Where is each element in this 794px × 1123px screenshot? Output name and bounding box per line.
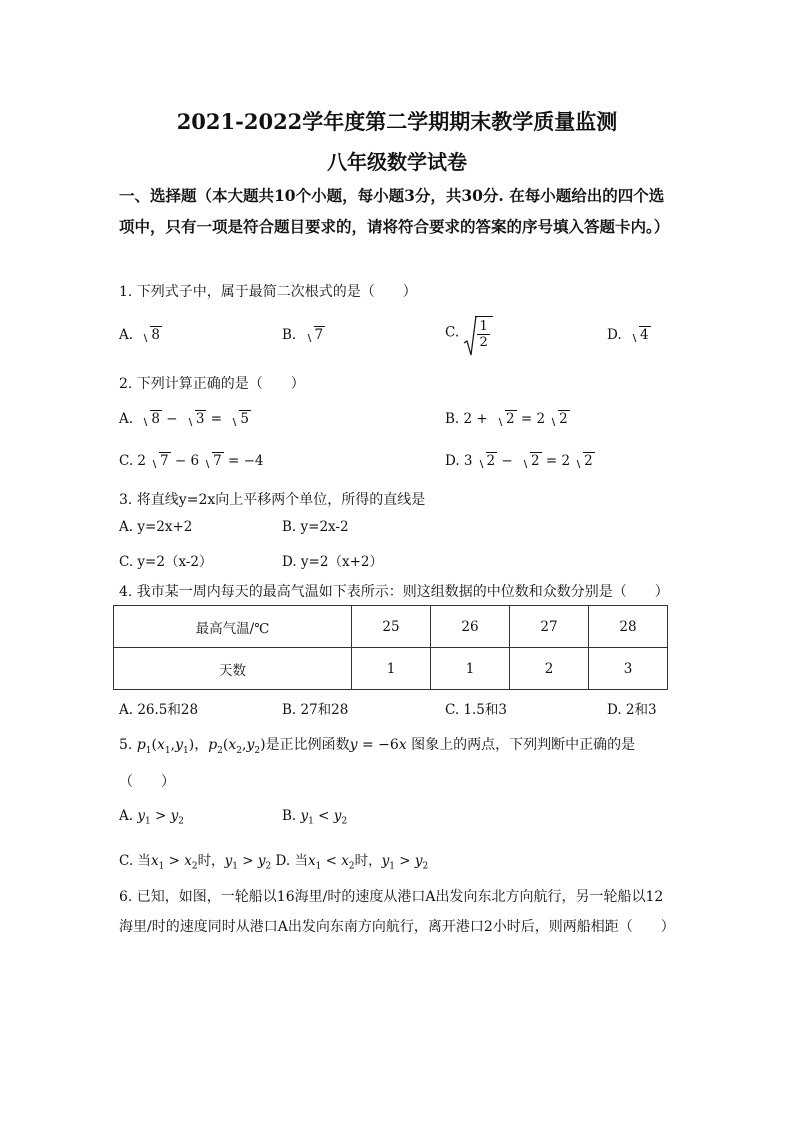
q5-paren: （ ） xyxy=(119,774,175,790)
q3-option-c: C. y=2（x-2） xyxy=(119,554,213,570)
q1-option-a xyxy=(119,326,162,344)
q5-option-c-d: C. 当$x_1 > x_2$时，$y_1 > y_2$ D. 当$x_1 < x_2$时，$y_1 > y_2$ xyxy=(119,853,429,872)
q1-option-c-denominator: 2 xyxy=(479,335,488,350)
sqrt-symbol xyxy=(303,326,326,344)
q4-option-d: D. 2和3 xyxy=(607,702,657,718)
question-5-stem: 5. $p_1(x_1,y_1)$，$p_2(x_2,y_2)$是正比例函数y = −6x 图象上的两点，下列判断中正确的是 xyxy=(119,737,636,756)
table-cell: 1 xyxy=(352,648,431,690)
q1-option-c-numerator: 1 xyxy=(479,319,488,334)
q2-option-b: B. 2 + 2 = 2 2 xyxy=(445,411,568,427)
sqrt-fraction xyxy=(463,315,492,350)
question-4-stem: 4. 我市某一周内每天的最高气温如下表所示：则这组数据的中位数和众数分别是（ ） xyxy=(119,584,669,600)
question-6-line-2: 海里/时的速度同时从港口A出发向东南方向航行，离开港口2小时后，则两船相距（ ） xyxy=(119,919,675,935)
table-cell: 28 xyxy=(589,606,668,648)
table-cell: 2 xyxy=(510,648,589,690)
q1-option-b xyxy=(282,326,325,344)
q5-when-text: 时， xyxy=(197,853,225,869)
q5-mid-text: 是正比例函数 xyxy=(265,737,350,753)
exam-title: 2021-2022学年度第二学期期末教学质量监测 xyxy=(176,109,618,134)
temperature-table xyxy=(113,605,668,690)
q5-option-b: B. $y_1 < y_2$ xyxy=(282,808,348,827)
q1-option-c-label: C. xyxy=(445,324,460,341)
q2-option-b-label: B. xyxy=(445,411,460,427)
exam-subtitle: 八年级数学试卷 xyxy=(327,150,467,174)
q1-option-d-value: 4 xyxy=(639,327,649,343)
q2-option-d: D. 3 2 − 2 = 2 2 xyxy=(445,453,593,469)
q5-when-text: 时， xyxy=(354,853,382,869)
sqrt-symbol xyxy=(628,326,651,344)
q1-option-b-value: 7 xyxy=(314,327,324,343)
q3-option-d: D. y=2（x+2） xyxy=(282,554,383,570)
question-3-stem: 3. 将直线y=2x向上平移两个单位，所得的直线是 xyxy=(119,492,426,508)
q4-option-b: B. 27和28 xyxy=(282,702,349,718)
q3-option-a: A. y=2x+2 xyxy=(119,519,193,535)
q2-option-c: C. 2 7 − 6 7 = −4 xyxy=(119,453,264,469)
table-cell: 27 xyxy=(510,606,589,648)
table-row xyxy=(114,606,668,648)
q1-option-c xyxy=(445,315,493,350)
q1-option-a-label: A. xyxy=(119,327,134,343)
q2-option-a: A. 8 − 3 = 5 xyxy=(119,411,249,427)
question-2-stem: 2. 下列计算正确的是（ ） xyxy=(119,376,305,392)
q2-option-d-label: D. xyxy=(445,453,460,469)
table-cell: 1 xyxy=(431,648,510,690)
table-cell: 25 xyxy=(352,606,431,648)
q1-option-d xyxy=(607,326,651,344)
q4-option-a: A. 26.5和28 xyxy=(119,702,199,718)
section-heading: 一、选择题（本大题共10个小题，每小题3分，共30分. 在每小题给出的四个选项中，只有一项是符合题目要求的，请将符合要求的答案的序号填入答题卡内。） xyxy=(119,186,670,236)
q5-option-b-label: B. xyxy=(282,808,297,824)
q3-option-b: B. y=2x-2 xyxy=(282,519,349,535)
q5-option-a-label: A. xyxy=(119,808,134,824)
question-6-line-1: 6. 已知，如图，一轮船以16海里/时的速度从港口A出发向东北方向航行，另一轮船以12 xyxy=(119,889,664,905)
q5-tail-text: 图象上的两点，下列判断中正确的是 xyxy=(411,737,636,753)
q2-option-c-label: C. xyxy=(119,453,134,469)
table-cell: 3 xyxy=(589,648,668,690)
q5-option-a: A. $y_1 > y_2$ xyxy=(119,808,184,827)
q5-option-d-label: D. 当 xyxy=(275,853,308,869)
q1-option-b-label: B. xyxy=(282,327,297,343)
sqrt-symbol xyxy=(139,326,162,344)
table-row xyxy=(114,648,668,690)
q5-number: 5. xyxy=(119,737,133,753)
table-header-cell: 最高气温/℃ xyxy=(114,606,352,648)
q5-option-c-label: C. 当 xyxy=(119,853,151,869)
table-cell: 26 xyxy=(431,606,510,648)
question-1-stem: 1. 下列式子中，属于最简二次根式的是（ ） xyxy=(119,284,417,300)
table-header-cell: 天数 xyxy=(114,648,352,690)
q4-option-c: C. 1.5和3 xyxy=(445,702,507,718)
q1-option-a-value: 8 xyxy=(151,327,160,343)
q1-option-d-label: D. xyxy=(607,327,622,343)
sqrt-symbol xyxy=(463,315,477,357)
q2-option-a-label: A. xyxy=(119,411,134,427)
